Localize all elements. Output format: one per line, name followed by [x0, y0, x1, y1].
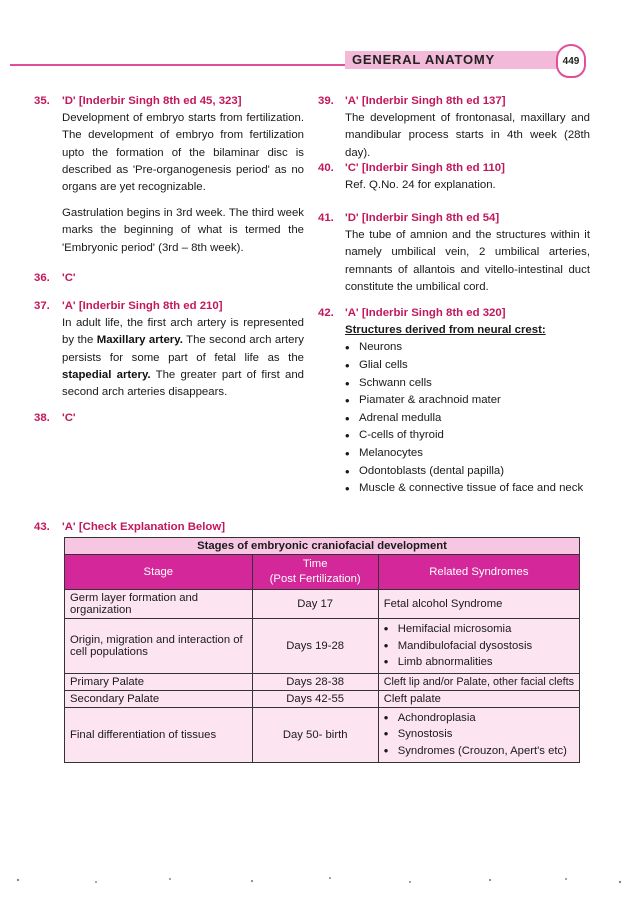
answer-letter: 'C'	[62, 412, 76, 424]
explanation-paragraph: The development of frontonasal, maxillary and mandibular process starts in 4th week (28th day).	[345, 112, 590, 159]
stage-cell: Secondary Palate	[65, 690, 253, 707]
list-item: • Schwann cells	[345, 375, 590, 393]
answer-35	[34, 93, 304, 257]
answer-number: 43.	[34, 521, 50, 533]
answer-reference: [Inderbir Singh 8th ed 110]	[361, 162, 505, 174]
page-number: 449	[562, 56, 580, 67]
time-cell: Days 42-55	[252, 690, 378, 707]
list-item: • Limb abnormalities	[384, 654, 574, 671]
answer-reference: [Inderbir Singh 8th ed 137]	[361, 95, 506, 107]
time-cell: Day 50- birth	[252, 707, 378, 762]
highlight-term: Maxillary artery.	[96, 334, 183, 347]
highlight-term: stapedial artery.	[62, 368, 151, 381]
stage-cell: Germ layer formation and organization	[65, 590, 253, 619]
stage-cell: Origin, migration and interaction of cell populations	[65, 619, 253, 674]
list-subheading: Structures derived from neural crest:	[345, 324, 546, 337]
table-row	[65, 707, 580, 762]
answer-38	[34, 410, 304, 427]
list-item: • Odontoblasts (dental papilla)	[345, 463, 590, 481]
column-header-syndromes: Related Syndromes	[378, 555, 579, 590]
scan-speckle-decoration	[0, 870, 638, 890]
answer-body	[345, 322, 590, 498]
answer-number: 40.	[318, 162, 334, 174]
answer-41	[318, 210, 590, 296]
answer-40	[318, 160, 590, 194]
list-item: • Glial cells	[345, 357, 590, 375]
answer-letter: 'C'	[345, 162, 359, 174]
explanation-paragraph: Ref. Q.No. 24 for explanation.	[345, 179, 496, 192]
answer-number: 42.	[318, 307, 334, 319]
craniofacial-development-table	[64, 537, 580, 763]
list-item: • Syndromes (Crouzon, Apert's etc)	[384, 743, 574, 760]
answer-letter: 'A'	[345, 307, 359, 319]
answer-body	[345, 110, 590, 162]
time-cell: Day 17	[252, 590, 378, 619]
answer-reference: [Inderbir Singh 8th ed 54]	[361, 212, 500, 224]
answer-letter: 'C'	[62, 272, 76, 284]
list-item: • Adrenal medulla	[345, 410, 590, 428]
answer-reference: [Inderbir Singh 8th ed 320]	[361, 307, 506, 319]
list-item: • Achondroplasia	[384, 710, 574, 727]
column-header-stage: Stage	[65, 555, 253, 590]
answer-reference: [Inderbir Singh 8th ed 210]	[78, 300, 223, 312]
answer-body	[62, 110, 304, 257]
answer-letter: 'D'	[62, 95, 76, 107]
answer-number: 39.	[318, 95, 334, 107]
answer-42	[318, 305, 590, 498]
answer-number: 41.	[318, 212, 334, 224]
tooth-page-badge-icon	[556, 44, 586, 78]
syndrome-cell	[378, 619, 579, 674]
answer-number: 37.	[34, 300, 50, 312]
syndrome-cell: Cleft palate	[378, 690, 579, 707]
answer-body	[62, 315, 304, 401]
stage-cell: Final differentiation of tissues	[65, 707, 253, 762]
list-item: • Neurons	[345, 339, 590, 357]
list-item: • Melanocytes	[345, 445, 590, 463]
table-row	[65, 619, 580, 674]
explanation-paragraph: The tube of amnion and the structures within it namely umbilical vein, 2 umbilical arteries, remnants of allantois and vitello-intestinal duct constitute the umbilical cord.	[345, 229, 590, 293]
neural-crest-list	[345, 339, 590, 497]
time-cell: Days 19-28	[252, 619, 378, 674]
answer-body	[345, 177, 590, 194]
answer-letter: 'A'	[62, 521, 76, 533]
answer-reference: [Inderbir Singh 8th ed 45, 323]	[78, 95, 242, 107]
explanation-paragraph: In adult life, the first arch artery is represented by the Maxillary artery. The second arch artery persists for some part of fetal life as the stapedial artery. The greater part of first and second arch arteries disappears.	[62, 317, 305, 399]
time-cell: Days 28-38	[252, 673, 378, 690]
syndrome-cell: Cleft lip and/or Palate, other facial clefts	[378, 673, 579, 690]
answer-body	[345, 227, 590, 296]
list-item: • Muscle & connective tissue of face and neck	[345, 480, 590, 498]
list-item: • Hemifacial microsomia	[384, 621, 574, 638]
answer-number: 38.	[34, 412, 50, 424]
explanation-paragraph: Gastrulation begins in 3rd week. The third week marks the beginning of what is termed the 'Embryonic period' (3rd – 8th week).	[62, 207, 304, 254]
answer-letter: 'D'	[345, 212, 359, 224]
list-item: • Mandibulofacial dysostosis	[384, 638, 574, 655]
answer-letter: 'A'	[62, 300, 76, 312]
table-row	[65, 690, 580, 707]
answer-39	[318, 93, 590, 162]
answer-reference: [Check Explanation Below]	[78, 521, 226, 533]
answer-37	[34, 298, 304, 401]
stage-cell: Primary Palate	[65, 673, 253, 690]
table-row	[65, 673, 580, 690]
table-caption: Stages of embryonic craniofacial development	[65, 538, 580, 555]
table-row	[65, 590, 580, 619]
syndrome-cell	[378, 707, 579, 762]
section-title: GENERAL ANATOMY	[352, 52, 495, 67]
answer-letter: 'A'	[345, 95, 359, 107]
list-item: • Piamater & arachnoid mater	[345, 392, 590, 410]
list-item: • C-cells of thyroid	[345, 427, 590, 445]
explanation-paragraph: Development of embryo starts from fertilization. The development of embryo from fertilization upto the formation of the bilaminar disc is described as 'Pre-organogenesis period' as no organs are yet recognizable.	[62, 112, 304, 194]
answer-43	[34, 519, 334, 536]
syndrome-cell: Fetal alcohol Syndrome	[378, 590, 579, 619]
answer-36	[34, 270, 304, 287]
list-item: • Synostosis	[384, 726, 574, 743]
answer-number: 36.	[34, 272, 50, 284]
column-header-time: Time (Post Fertilization)	[252, 555, 378, 590]
answer-number: 35.	[34, 95, 50, 107]
